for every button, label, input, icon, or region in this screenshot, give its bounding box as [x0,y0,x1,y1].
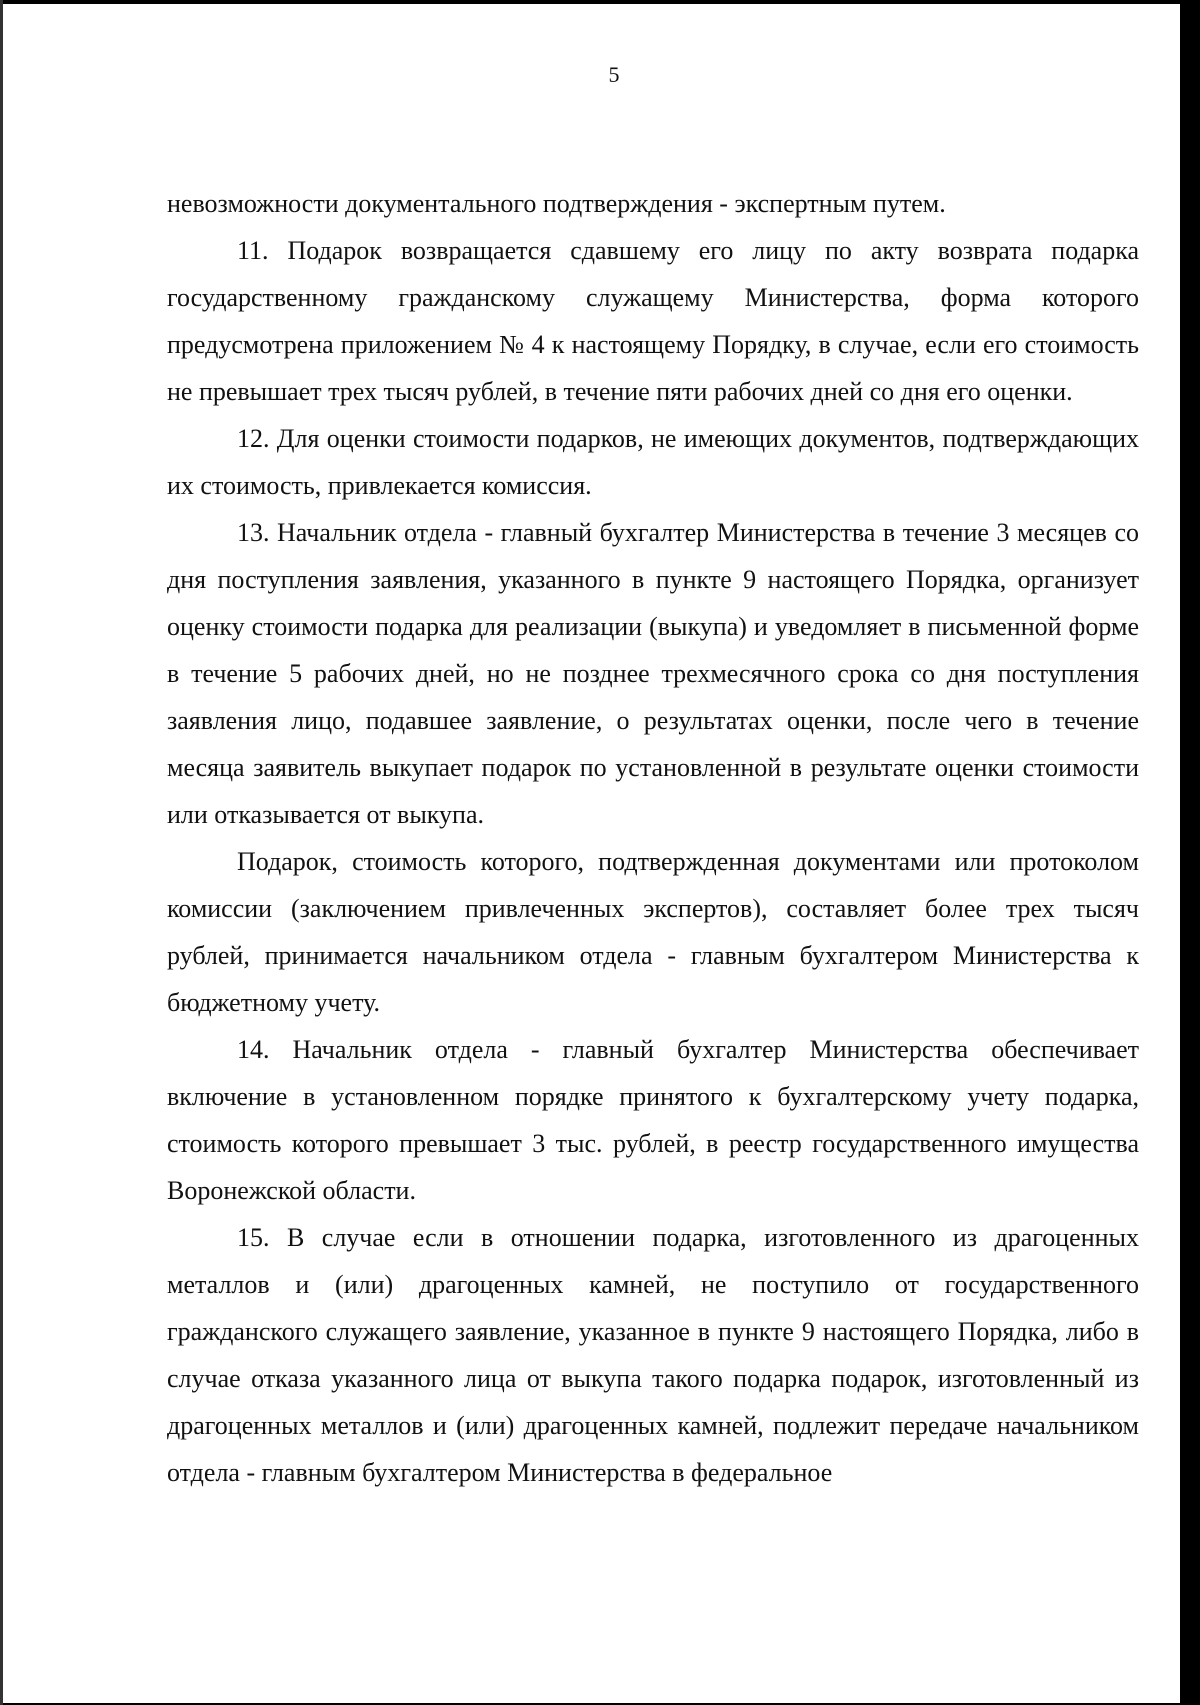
paragraph-continuation: невозможности документального подтверждения - экспертным путем. [167,189,946,218]
paragraph-14: 14. Начальник отдела - главный бухгалтер Министерства обеспечивает включение в установленном порядке принятого к бухгалтерскому учету подарка, стоимость которого превышает 3 тыс. рублей, в реестр государственного имущества Воронежской области. [167,1035,1139,1205]
page-border-right [1180,0,1200,1705]
document-body [167,180,1139,1496]
paragraph-12: 12. Для оценки стоимости подарков, не имеющих документов, подтверждающих их стоимость, привлекается комиссия. [167,424,1139,500]
paragraph-13-gift-value: Подарок, стоимость которого, подтвержденная документами или протоколом комиссии (заключением привлеченных экспертов), составляет более трех тысяч рублей, принимается начальником отдела - главным бухгалтером Министерства к бюджетному учету. [167,847,1139,1017]
paragraph-15: 15. В случае если в отношении подарка, изготовленного из драгоценных металлов и (или) драгоценных камней, не поступило от государственного гражданского служащего заявление, указанное в пункте 9 настоящего Порядка, либо в случае отказа указанного лица от выкупа такого подарка подарок, изготовленный из драгоценных металлов и (или) драгоценных камней, подлежит передаче начальником отдела - главным бухгалтером Министерства в федеральное [167,1223,1139,1487]
page-number: 5 [608,62,620,87]
page-border-left [0,0,3,1705]
paragraph-13: 13. Начальник отдела - главный бухгалтер Министерства в течение 3 месяцев со дня поступления заявления, указанного в пункте 9 настоящего Порядка, организует оценку стоимости подарка для реализации (выкупа) и уведомляет в письменной форме в течение 5 рабочих дней, но не позднее трехмесячного срока со дня поступления заявления лицо, подавшее заявление, о результатах оценки, после чего в течение месяца заявитель выкупает подарок по установленной в результате оценки стоимости или отказывается от выкупа. [167,518,1139,829]
paragraph-11: 11. Подарок возвращается сдавшему его лицу по акту возврата подарка государственному гражданскому служащему Министерства, форма которого предусмотрена приложением № 4 к настоящему Порядку, в случае, если его стоимость не превышает трех тысяч рублей, в течение пяти рабочих дней со дня его оценки. [167,236,1139,406]
page-border-top [0,0,1200,4]
